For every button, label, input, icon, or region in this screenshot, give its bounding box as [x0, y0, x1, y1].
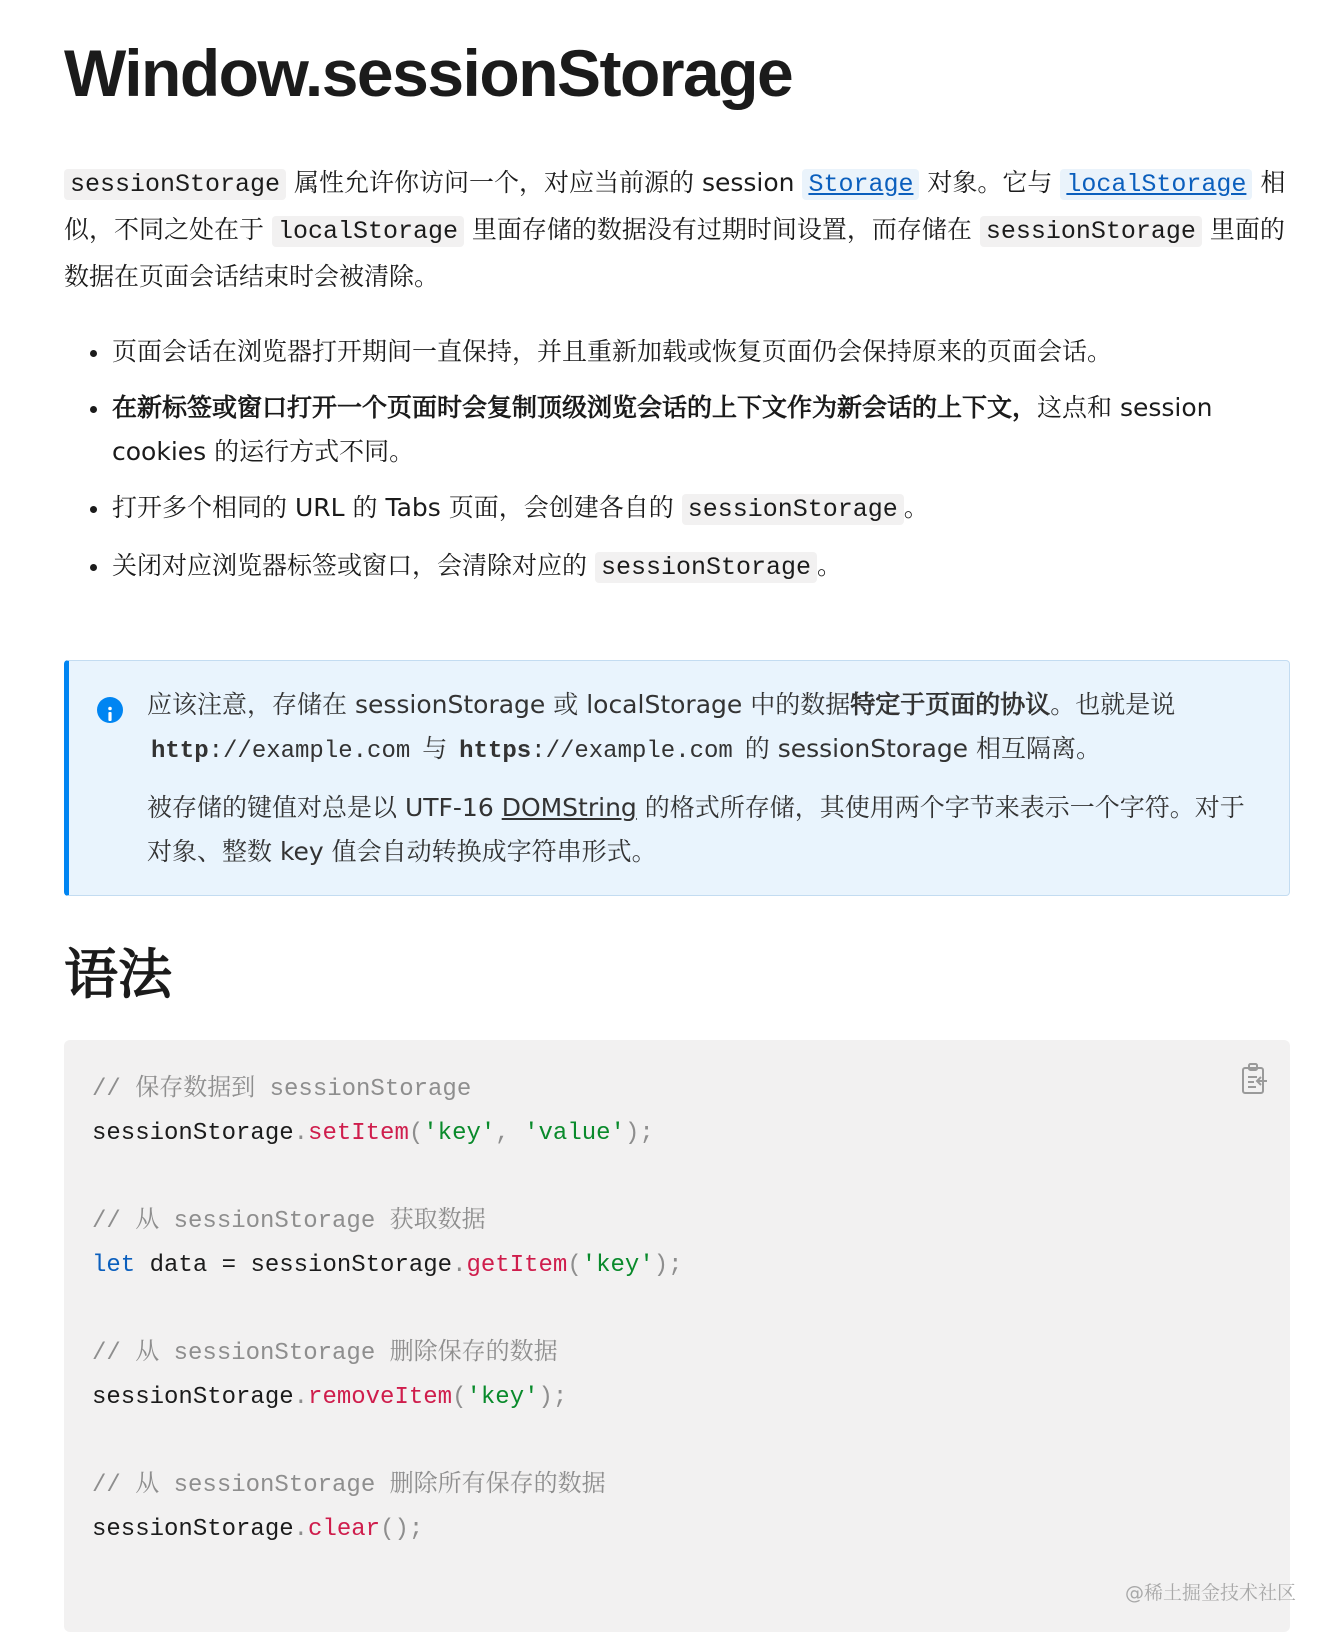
copy-icon[interactable]: [1240, 1062, 1270, 1096]
https-url: [455, 738, 737, 765]
list-item-text: 这点和 session cookies 的运行方式不同。: [112, 393, 1213, 466]
watermark: @稀土掘金技术社区: [1124, 1582, 1296, 1604]
code-comment: // 从 sessionStorage 获取数据: [92, 1208, 486, 1235]
intro-text-4: 里面存储的数据没有过期时间设置，而存储在: [463, 215, 980, 244]
syntax-heading: 语法: [64, 943, 172, 1006]
code-text: data =: [135, 1252, 251, 1279]
note-text: 被存储的键值对总是以 UTF-16: [147, 793, 502, 822]
list-item: [112, 544, 1290, 590]
list-item-text: 。: [903, 493, 929, 522]
intro-text-2: 对象。它与: [919, 168, 1061, 197]
note-text: 。也就是说: [1050, 690, 1176, 719]
code-object: sessionStorage: [92, 1120, 294, 1147]
code-sessionstorage-2: sessionStorage: [980, 216, 1202, 247]
list-item: [112, 486, 1290, 532]
list-item: [112, 386, 1290, 474]
list-item-code: sessionStorage: [682, 494, 904, 525]
feature-list: [64, 330, 1290, 602]
intro-paragraph: [64, 160, 1290, 299]
localstorage-link-code[interactable]: localStorage: [1060, 169, 1252, 200]
list-item-bold: 在新标签或窗口打开一个页面时会复制顶级浏览会话的上下文作为新会话的上下文，: [112, 393, 1038, 422]
list-item-text: 页面会话在浏览器打开期间一直保持，并且重新加载或恢复页面仍会保持原来的页面会话。: [112, 337, 1113, 366]
note-text: 与: [414, 734, 456, 763]
note-text: 应该注意，存储在 sessionStorage 或 localStorage 中的数据: [147, 690, 851, 719]
code-sessionstorage: sessionStorage: [64, 169, 286, 200]
list-item-text: 打开多个相同的 URL 的 Tabs 页面，会创建各自的: [112, 493, 682, 522]
code-comment: // 从 sessionStorage 删除保存的数据: [92, 1340, 558, 1367]
code-method: clear: [308, 1516, 381, 1543]
info-icon: [97, 697, 123, 723]
code-localstorage: localStorage: [272, 216, 464, 247]
note-text: 的 sessionStorage 相互隔离。: [736, 734, 1102, 763]
intro-text-1: 属性允许你访问一个，对应当前源的 session: [286, 168, 803, 197]
code-string: 'key': [581, 1252, 654, 1279]
code-object: sessionStorage: [92, 1516, 294, 1543]
page-title: Window.sessionStorage: [64, 36, 793, 110]
code-method: getItem: [466, 1252, 568, 1279]
domstring-link[interactable]: DOMString: [501, 793, 637, 822]
list-item-text: 关闭对应浏览器标签或窗口，会清除对应的: [112, 551, 595, 580]
code-block: [64, 1040, 1290, 1632]
code-object: sessionStorage: [250, 1252, 453, 1279]
storage-link-code[interactable]: Storage: [802, 169, 919, 200]
code-string: 'key': [466, 1384, 539, 1411]
list-item-code: sessionStorage: [595, 552, 817, 583]
intro-text-5: 里面的数据在页面会话结束时会被清除。: [64, 215, 1285, 291]
code-content: // 保存数据到 sessionStorage sessionStorage.setItem('key', 'value'); // 从 sessionStorage 获取数据 let data = sessionStorage.getItem('key'); // 从 sessionStorage 删除保存的数据 sessionStorage.removeItem('key'); // 从 sessionStorage 删除所有保存的数据 sessionStorage.clear();: [92, 1076, 683, 1543]
code-comment: // 从 sessionStorage 删除所有保存的数据: [92, 1472, 606, 1499]
https-rest: ://example.com: [531, 738, 733, 765]
https-scheme: https: [459, 738, 532, 765]
code-string: 'key': [423, 1120, 496, 1147]
localstorage-link[interactable]: [1060, 168, 1252, 197]
info-note: [64, 660, 1290, 896]
list-item-text: 。: [817, 551, 843, 580]
code-object: sessionStorage: [92, 1384, 294, 1411]
note-paragraph-1: [147, 683, 1263, 774]
http-url: [147, 738, 414, 765]
list-item: [112, 330, 1290, 374]
code-comment: // 保存数据到 sessionStorage: [92, 1076, 472, 1103]
http-scheme: http: [151, 738, 209, 765]
note-text: 的格式所存储，其使用两个字节来表示一个字符。对于对象、整数 key 值会自动转换成字符串形式。: [147, 793, 1245, 866]
intro-text-3: 相似，不同之处在于: [64, 168, 1286, 244]
note-bold: 特定于页面的协议: [850, 690, 1051, 719]
code-method: removeItem: [308, 1384, 453, 1411]
code-string: 'value': [524, 1120, 625, 1147]
code-keyword: let: [92, 1252, 136, 1279]
note-paragraph-2: [147, 786, 1263, 874]
http-rest: ://example.com: [208, 738, 411, 765]
storage-link[interactable]: [802, 168, 919, 197]
code-method: setItem: [308, 1120, 409, 1147]
